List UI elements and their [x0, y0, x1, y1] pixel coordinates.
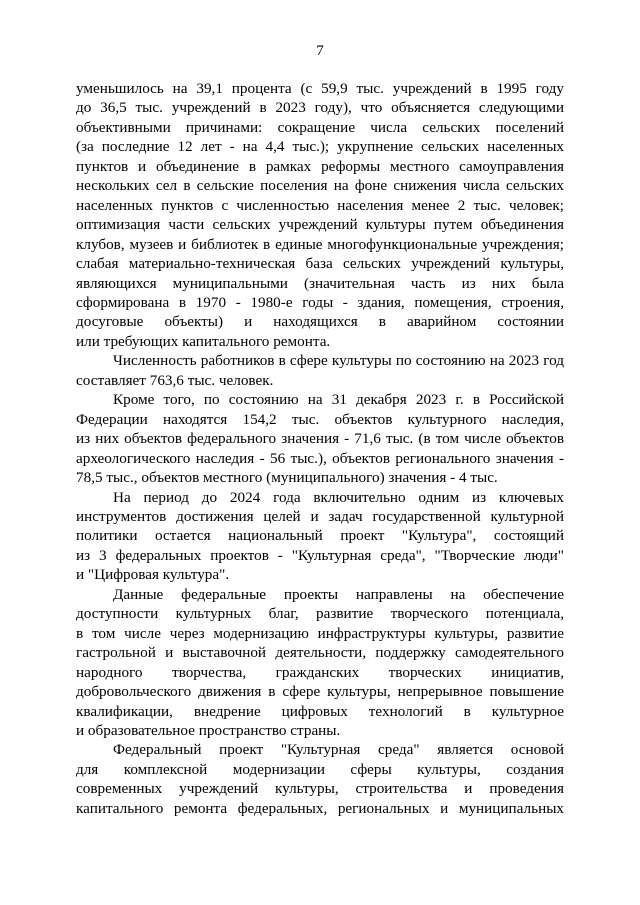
text-line: добровольческого движения в сфере культуры, непрерывное повышение: [76, 683, 564, 701]
text-line: доступности культурных благ, развитие творческого потенциала,: [76, 605, 564, 623]
text-line: оптимизация части сельских учреждений культуры путем объединения: [76, 216, 564, 234]
text-line: уменьшилось на 39,1 процента (с 59,9 тыс. учреждений в 1995 году: [76, 80, 564, 97]
text-line: клубов, музеев и библиотек в единые многофункциональные учреждения;: [76, 235, 564, 253]
paragraph: [76, 79, 564, 351]
text-line: и образовательное пространство страны.: [76, 721, 341, 739]
page-number: 7: [316, 43, 324, 59]
paragraph: [76, 351, 564, 390]
text-line: Федеральный проект "Культурная среда" является основой: [113, 741, 564, 759]
text-line: являющихся муниципальными (значительная часть из них была: [76, 274, 564, 292]
text-line: (за последние 12 лет - на 4,4 тыс.); укрупнение сельских населенных: [76, 138, 564, 156]
document-body: [76, 79, 564, 818]
text-line: Численность работников в сфере культуры по состоянию на 2023 год: [113, 352, 564, 370]
text-line: Кроме того, по состоянию на 31 декабря 2023 г. в Российской: [113, 391, 564, 409]
text-line: археологического наследия - 56 тыс.), объектов регионального значения -: [76, 449, 564, 467]
text-line: инструментов достижения целей и задач государственной культурной: [76, 507, 564, 525]
paragraph: [76, 488, 564, 585]
text-line: объективными причинами: сокращение числа сельских поселений: [76, 118, 564, 136]
text-line: пунктов и объединение в рамках реформы местного самоуправления: [76, 157, 564, 175]
text-line: гастрольной и выставочной деятельности, поддержку самодеятельного: [76, 644, 564, 662]
text-line: досуговые объекты) и находящихся в аварийном состоянии: [76, 313, 564, 331]
text-line: На период до 2024 года включительно одним из ключевых: [113, 488, 564, 506]
text-line: для комплексной модернизации сферы культуры, создания: [76, 760, 564, 778]
text-line: до 36,5 тыс. учреждений в 2023 году), что объясняется следующими: [76, 99, 564, 117]
text-line: населенных пунктов с численностью населения менее 2 тыс. человек;: [76, 196, 564, 214]
text-line: в том числе через модернизацию инфраструктуры культуры, развитие: [76, 624, 564, 642]
text-line: народного творчества, гражданских творческих инициатив,: [76, 663, 564, 681]
text-line: капитального ремонта федеральных, региональных и муниципальных: [76, 799, 564, 817]
text-line: Данные федеральные проекты направлены на обеспечение: [113, 585, 564, 603]
text-line: современных учреждений культуры, строительства и проведения: [76, 780, 564, 798]
text-line: сформирована в 1970 - 1980-е годы - здания, помещения, строения,: [76, 293, 564, 311]
text-line: из 3 федеральных проектов - "Культурная среда", "Творческие люди": [76, 546, 564, 564]
text-line: и "Цифровая культура".: [76, 566, 230, 584]
text-line: или требующих капитального ремонта.: [76, 332, 331, 350]
text-line: составляет 763,6 тыс. человек.: [76, 371, 274, 389]
text-line: слабая материально-техническая база сельских учреждений культуры,: [76, 255, 564, 273]
text-line: 78,5 тыс., объектов местного (муниципального) значения - 4 тыс.: [76, 469, 498, 487]
paragraph: [76, 585, 564, 741]
paragraph: [76, 390, 564, 487]
text-line: нескольких сел в сельские поселения на фоне снижения числа сельских: [76, 177, 564, 195]
text-line: из них объектов федерального значения - 71,6 тыс. (в том числе объектов: [76, 430, 564, 448]
text-line: политики остается национальный проект "Культура", состоящий: [76, 527, 564, 545]
paragraph: [76, 740, 564, 818]
text-line: Федерации находятся 154,2 тыс. объектов культурного наследия,: [76, 410, 564, 428]
text-line: квалификации, внедрение цифровых технологий в культурное: [76, 702, 564, 720]
